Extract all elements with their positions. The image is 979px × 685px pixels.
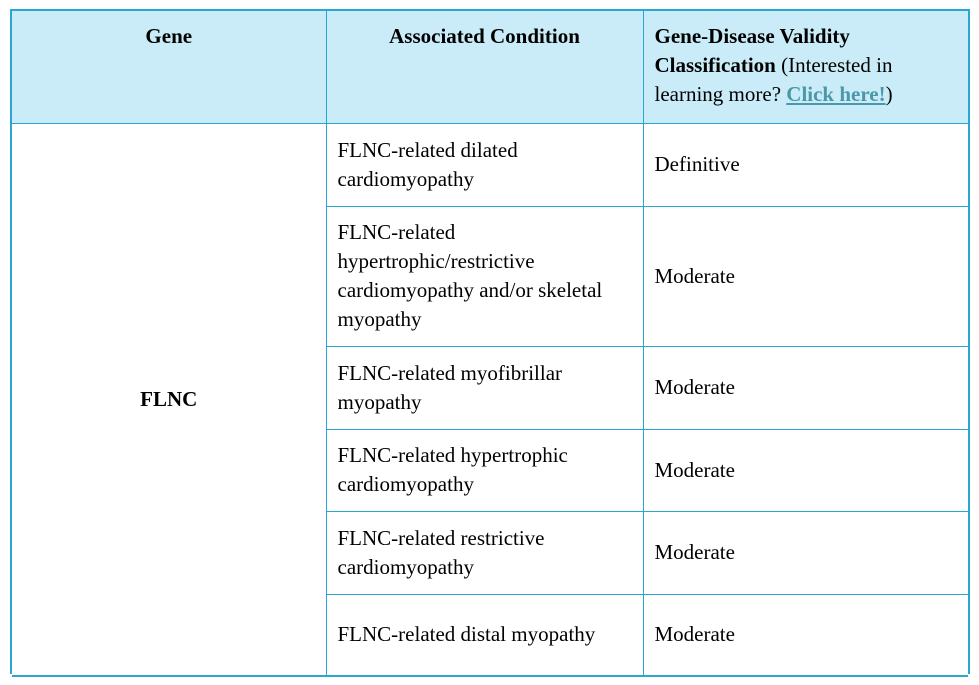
gene-cell: FLNC	[12, 123, 326, 676]
table-header-row	[12, 11, 968, 123]
condition-cell: FLNC-related dilated cardiomyopathy	[326, 123, 643, 206]
condition-cell: FLNC-related hypertrophic/restrictive cardiomyopathy and/or skeletal myopathy	[326, 206, 643, 346]
classification-cell: Moderate	[643, 429, 968, 511]
table-row	[12, 123, 968, 206]
condition-cell: FLNC-related myofibrillar myopathy	[326, 346, 643, 429]
classification-cell: Definitive	[643, 123, 968, 206]
header-classification-note: (Interested in learning more?	[654, 53, 893, 106]
classification-cell: Moderate	[643, 346, 968, 429]
condition-cell: FLNC-related hypertrophic cardiomyopathy	[326, 429, 643, 511]
gene-disease-table	[12, 11, 968, 677]
header-classification-title: Gene-Disease Validity Classification	[654, 24, 850, 77]
gene-disease-table-container	[10, 9, 970, 674]
header-classification	[643, 11, 968, 123]
header-gene: Gene	[12, 11, 326, 123]
classification-cell: Moderate	[643, 594, 968, 676]
classification-cell: Moderate	[643, 206, 968, 346]
condition-cell: FLNC-related restrictive cardiomyopathy	[326, 511, 643, 594]
classification-cell: Moderate	[643, 511, 968, 594]
condition-cell: FLNC-related distal myopathy	[326, 594, 643, 676]
click-here-link[interactable]: Click here!	[786, 82, 886, 106]
header-classification-close: )	[885, 82, 893, 106]
header-condition: Associated Condition	[326, 11, 643, 123]
